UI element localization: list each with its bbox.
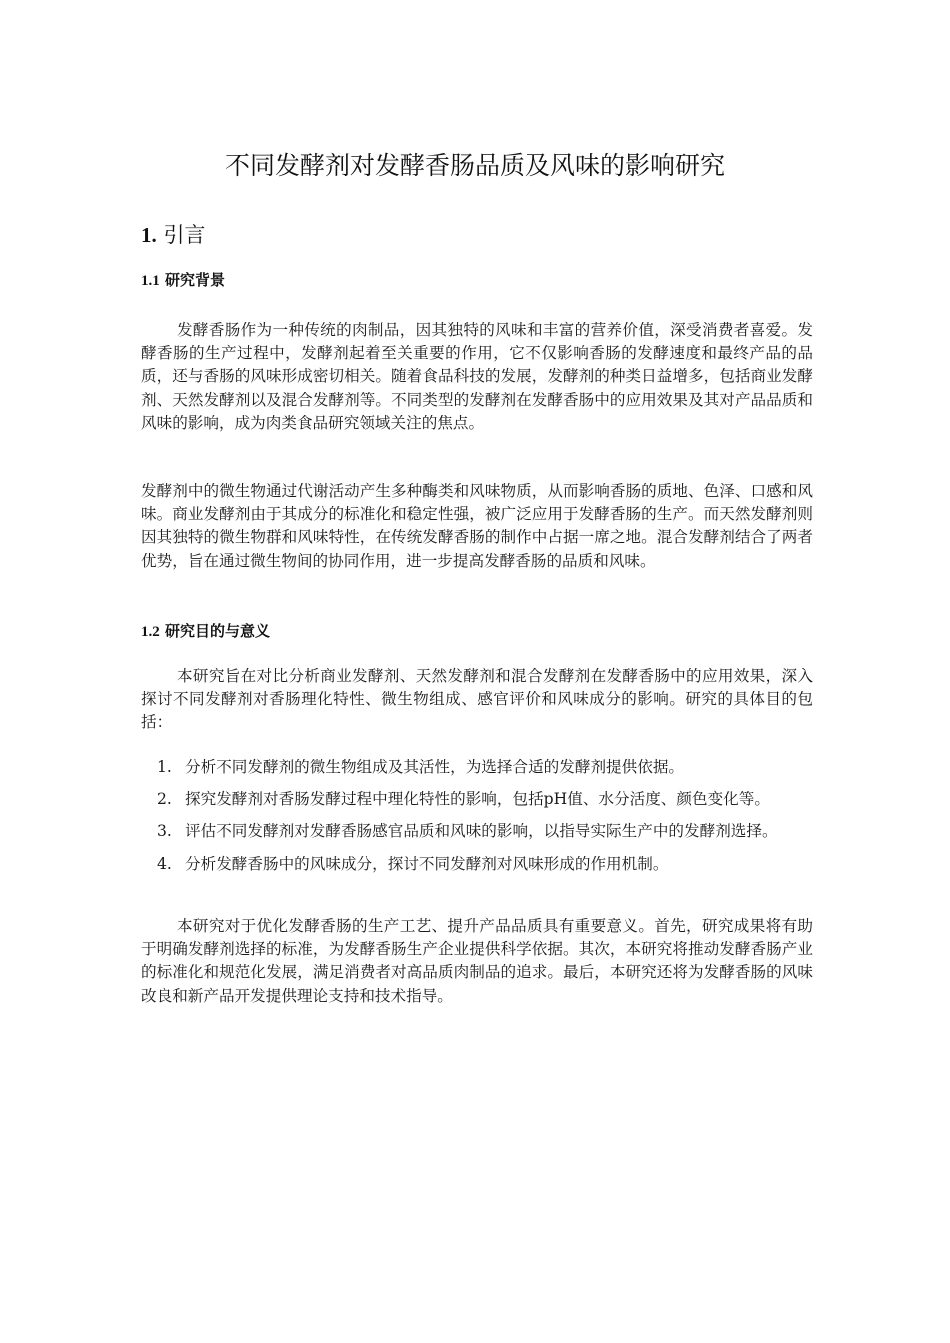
list-item-text: 评估不同发酵剂对发酵香肠感官品质和风味的影响，以指导实际生产中的发酵剂选择。 (185, 822, 778, 841)
subsection-heading-background (141, 269, 225, 292)
subsection-title: 研究目的与意义 (164, 622, 270, 640)
objectives-list (141, 756, 813, 885)
list-item-text: 探究发酵剂对香肠发酵过程中理化特性的影响，包括pH值、水分活度、颜色变化等。 (185, 790, 770, 809)
list-item-text: 分析发酵香肠中的风味成分，探讨不同发酵剂对风味形成的作用机制。 (185, 854, 669, 873)
section-number: 1. (141, 223, 157, 247)
paragraph-purpose-intro: 本研究旨在对比分析商业发酵剂、天然发酵剂和混合发酵剂在发酵香肠中的应用效果，深入探讨不同发酵剂对香肠理化特性、微生物组成、感官评价和风味成分的影响。研究的具体目的包括： (141, 667, 813, 732)
subsection-title: 研究背景 (164, 271, 225, 289)
list-item-number: 2. (157, 790, 172, 809)
section-heading-introduction (141, 220, 205, 250)
subsection-number: 1.2 (141, 624, 160, 640)
list-item (141, 820, 813, 843)
paragraph-significance: 本研究对于优化发酵香肠的生产工艺、提升产品品质具有重要意义。首先，研究成果将有助于明确发酵剂选择的标准，为发酵香肠生产企业提供科学依据。其次，本研究将推动发酵香肠产业的标准化和规范化发展，满足消费者对高品质肉制品的追求。最后，本研究还将为发酵香肠的风味改良和新产品开发提供理论支持和技术指导。 (141, 917, 813, 1005)
document-title: 不同发酵剂对发酵香肠品质及风味的影响研究 (224, 151, 725, 180)
list-item-text: 分析不同发酵剂的微生物组成及其活性，为选择合适的发酵剂提供依据。 (185, 758, 685, 776)
list-item (141, 788, 813, 811)
subsection-number: 1.1 (141, 273, 160, 289)
list-item-number: 1. (157, 758, 172, 776)
subsection-heading-purpose (141, 620, 270, 643)
paragraph-background-2: 发酵剂中的微生物通过代谢活动产生多种酶类和风味物质，从而影响香肠的质地、色泽、口感和风味。商业发酵剂由于其成分的标准化和稳定性强，被广泛应用于发酵香肠的生产。而天然发酵剂则因其独特的微生物群和风味特性，在传统发酵香肠的制作中占据一席之地。混合发酵剂结合了两者优势，旨在通过微生物间的协同作用，进一步提高发酵香肠的品质和风味。 (141, 482, 813, 570)
list-item-number: 3. (157, 822, 172, 841)
paragraph-background-1: 发酵香肠作为一种传统的肉制品，因其独特的风味和丰富的营养价值，深受消费者喜爱。发酵香肠的生产过程中，发酵剂起着至关重要的作用，它不仅影响香肠的发酵速度和最终产品的品质，还与香肠的风味形成密切相关。随着食品科技的发展，发酵剂的种类日益增多，包括商业发酵剂、天然发酵剂以及混合发酵剂等。不同类型的发酵剂在发酵香肠中的应用效果及其对产品品质和风味的影响，成为肉类食品研究领域关注的焦点。 (141, 321, 813, 432)
list-item-number: 4. (157, 854, 172, 873)
section-title: 引言 (163, 223, 206, 247)
list-item (141, 853, 813, 876)
list-item (141, 756, 813, 779)
